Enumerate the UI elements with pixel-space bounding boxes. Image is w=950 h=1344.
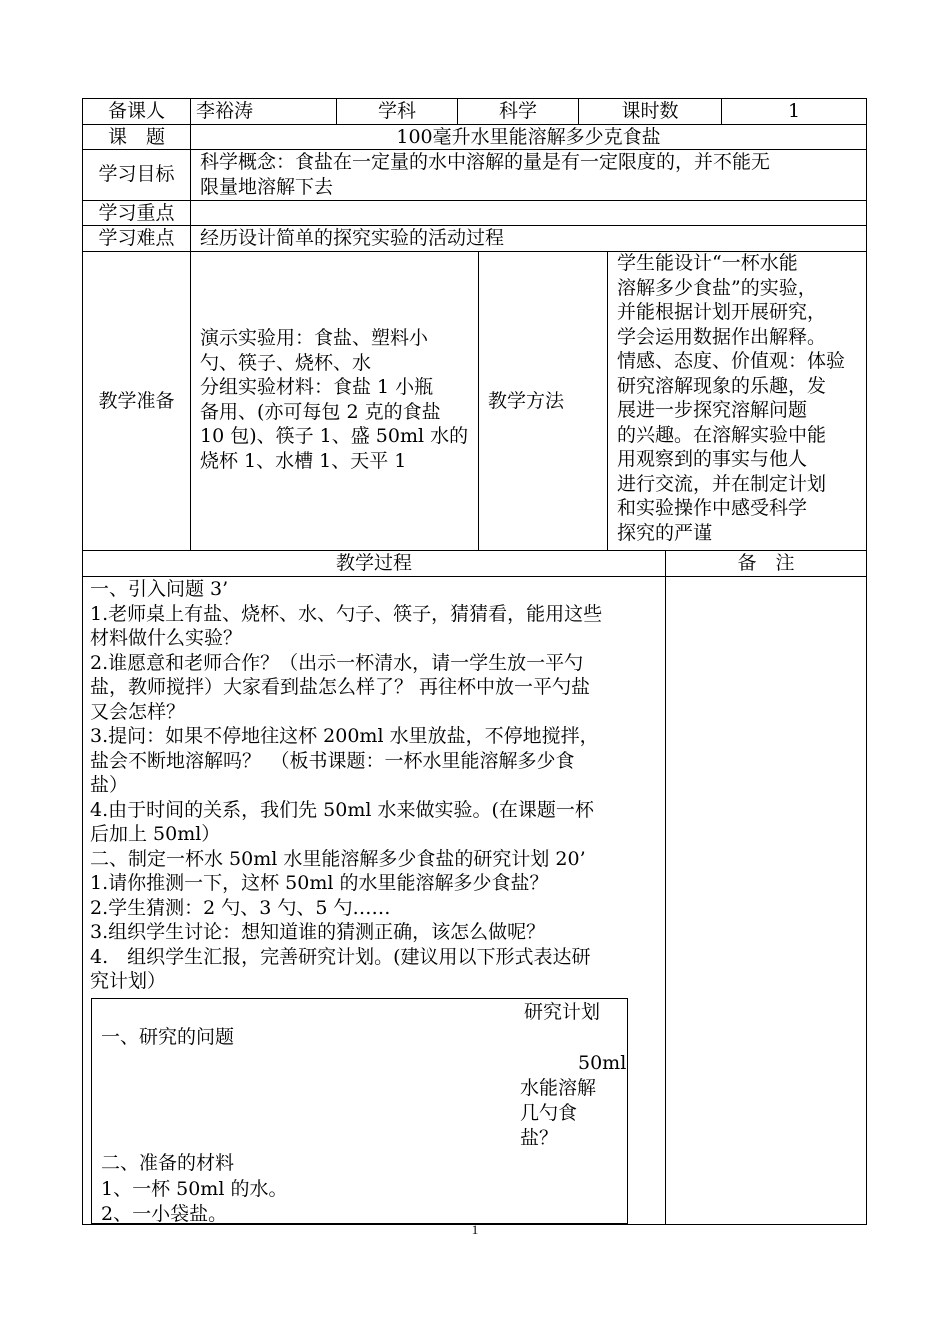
- method-label: 教学方法: [488, 390, 565, 412]
- process-label: 教学过程: [335, 552, 412, 574]
- topic-label: 课 题: [107, 126, 165, 148]
- process-line: 盐）: [90, 774, 129, 796]
- difficulty-value: 经历设计简单的探究实验的活动过程: [200, 227, 505, 249]
- preparation-label: 教学准备: [98, 390, 175, 412]
- periods-label: 课时数: [621, 100, 679, 122]
- subject-value: 科学: [498, 100, 537, 122]
- plan-materials-label: 二、准备的材料: [101, 1152, 235, 1174]
- preparation-line: 备用、(亦可每包 2 克的食盐: [200, 400, 441, 423]
- method-line: 展进一步探究溶解问题: [617, 399, 808, 421]
- objective-label: 学习目标: [98, 163, 175, 185]
- table-rule: [607, 251, 608, 551]
- plan-title: 研究计划: [524, 1001, 601, 1023]
- plan-question-line: 水能溶解: [520, 1077, 597, 1099]
- process-line: 又会怎样？: [90, 700, 186, 723]
- preparation-text: [200, 326, 478, 473]
- process-line: 1.老师桌上有盐、烧杯、水、勺子、筷子，猜猜看，能用这些: [90, 602, 603, 625]
- method-line: 用观察到的事实与他人: [617, 448, 808, 470]
- process-line: 盐，教师搅拌）大家看到盐怎么样了？ 再往杯中放一平勺盐: [90, 676, 591, 698]
- plan-material-item: 1、一杯 50ml 的水。: [101, 1178, 288, 1200]
- method-line: 溶解多少食盐”的实验，: [617, 276, 817, 299]
- method-line: 和实验操作中感受科学: [617, 497, 808, 519]
- method-text: [617, 251, 866, 545]
- process-line: 3.组织学生讨论：想知道谁的猜测正确，该怎么做呢？: [90, 921, 546, 943]
- plan-question-label: 一、研究的问题: [101, 1026, 235, 1048]
- process-line: 究计划）: [90, 970, 167, 992]
- method-line: 情感、态度、价值观：体验: [617, 350, 846, 372]
- process-body: [90, 577, 662, 994]
- table-border-left: [82, 98, 83, 1225]
- preparation-line: 演示实验用：食盐、塑料小: [200, 327, 429, 349]
- plan-question-line: 几勺食: [520, 1102, 578, 1124]
- method-line: 探究的严谨: [617, 521, 713, 544]
- plan-question-line: 50ml: [578, 1052, 627, 1074]
- preparation-line: 10 包)、筷子 1、盛 50ml 水的: [200, 425, 469, 447]
- prep-person-label: 备课人: [107, 100, 165, 122]
- process-line: 二、制定一杯水 50ml 水里能溶解多少食盐的研究计划 20’: [90, 847, 586, 870]
- process-line: 2.学生猜测：2 勺、3 勺、5 勺……: [90, 896, 391, 919]
- process-line: 一、引入问题 3’: [90, 578, 229, 600]
- process-line: 4.由于时间的关系，我们先 50ml 水来做实验。(在课题一杯: [90, 798, 594, 821]
- topic-value: 100毫升水里能溶解多少克食盐: [396, 126, 661, 148]
- method-line: 学生能设计“一杯水能: [617, 252, 798, 274]
- difficulty-label: 学习难点: [98, 227, 175, 249]
- method-line: 学会运用数据作出解释。: [617, 325, 827, 348]
- preparation-line: 烧杯 1、水槽 1、天平 1: [200, 449, 407, 472]
- process-line: 3.提问：如果不停地往这杯 200ml 水里放盐，不停地搅拌，: [90, 725, 599, 747]
- objective-line: 科学概念：食盐在一定量的水中溶解的量是有一定限度的，并不能无: [200, 151, 771, 173]
- process-line: 4. 组织学生汇报，完善研究计划。(建议用以下形式表达研: [90, 945, 591, 968]
- objective-line: 限量地溶解下去: [200, 175, 334, 198]
- periods-value: 1: [787, 100, 801, 122]
- plan-question-line: 盐？: [520, 1127, 559, 1149]
- process-line: 2.谁愿意和老师合作？（出示一杯清水，请一学生放一平勺: [90, 651, 584, 674]
- method-line: 进行交流，并在制定计划: [617, 472, 827, 495]
- key-point-label: 学习重点: [98, 202, 175, 224]
- process-line: 1.请你推测一下，这杯 50ml 的水里能溶解多少食盐？: [90, 872, 549, 894]
- process-line: 后加上 50ml）: [90, 823, 221, 845]
- preparation-line: 分组实验材料：食盐 1 小瓶: [200, 376, 434, 398]
- table-rule: [190, 98, 191, 551]
- page-number: 1: [471, 1222, 479, 1237]
- objective-text: [200, 150, 866, 200]
- key-point-value: [200, 201, 866, 225]
- notes-label: 备 注: [737, 552, 795, 574]
- preparation-line: 勺、筷子、烧杯、水: [200, 351, 372, 374]
- method-line: 的兴趣。在溶解实验中能: [617, 423, 827, 446]
- table-border-right: [866, 98, 867, 1225]
- method-line: 研究溶解现象的乐趣，发: [617, 374, 827, 397]
- method-line: 并能根据计划开展研究，: [617, 301, 827, 323]
- subject-label: 学科: [377, 100, 416, 122]
- prep-person-value: 李裕涛: [196, 100, 254, 122]
- process-line: 材料做什么实验？: [90, 627, 243, 649]
- table-rule: [478, 251, 479, 551]
- process-line: 盐会不断地溶解吗？ （板书课题：一杯水里能溶解多少食: [90, 749, 575, 772]
- plan-material-item: 2、一小袋盐。: [101, 1203, 228, 1225]
- table-rule: [665, 550, 666, 1225]
